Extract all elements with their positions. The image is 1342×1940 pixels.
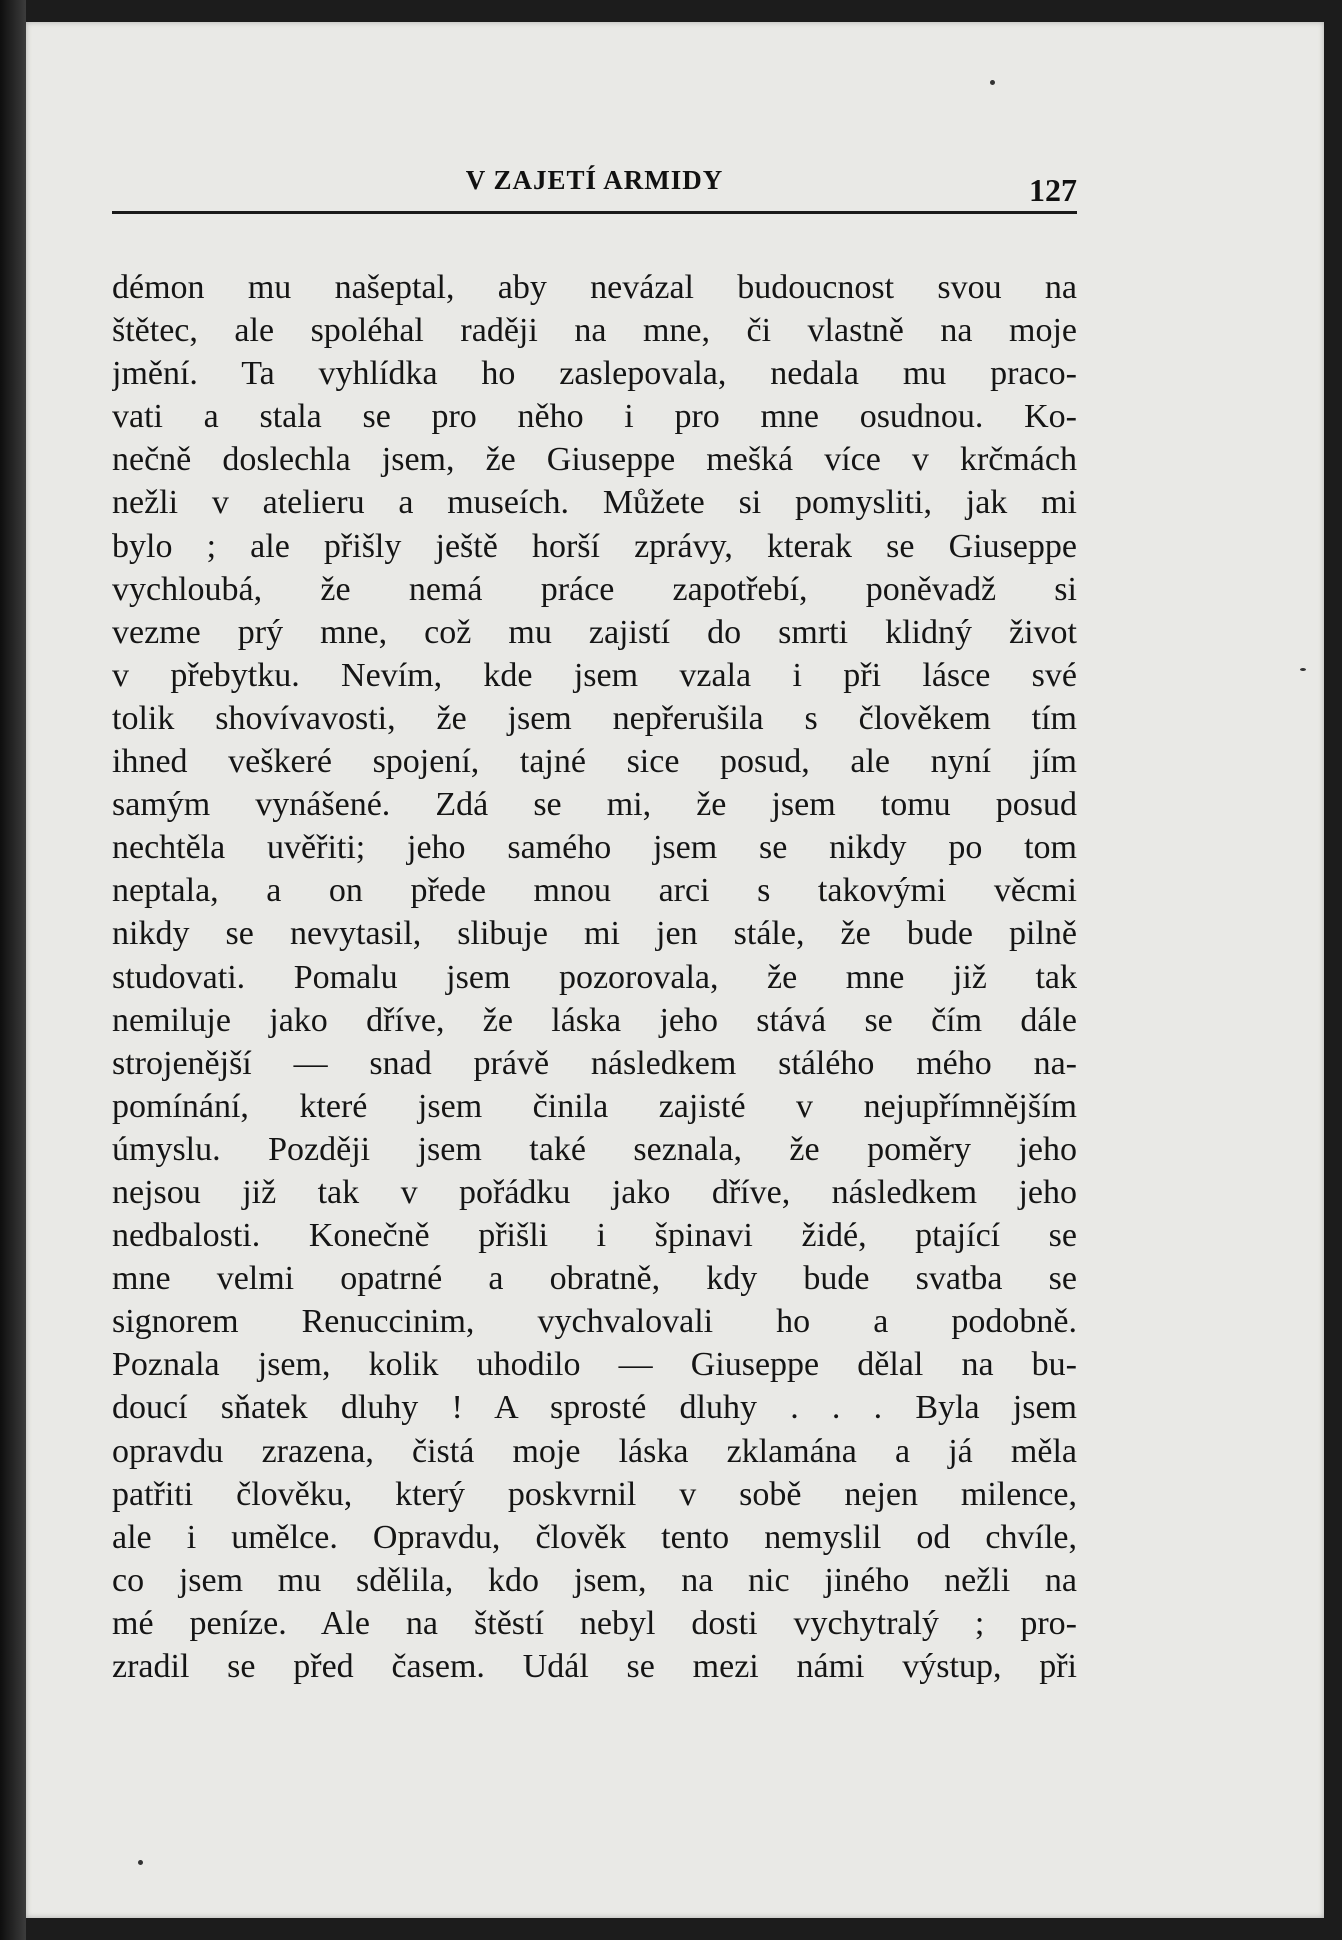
text-line: nežli v atelieru a museích. Můžete si pomysliti, jak mi <box>112 484 1077 522</box>
text-line: démon mu našeptal, aby nevázal budoucnost svou na <box>112 269 1077 306</box>
text-line: nemiluje jako dříve, že láska jeho stává se čím dále <box>112 1001 1077 1039</box>
print-speck <box>1300 668 1306 671</box>
text-line: patřiti člověku, který poskvrnil v sobě nejen milence, <box>112 1475 1077 1513</box>
text-line: jmění. Ta vyhlídka ho zaslepovala, nedala mu praco- <box>112 355 1077 393</box>
text-line: doucí sňatek dluhy ! A sprosté dluhy . . . Byla jsem <box>112 1389 1077 1427</box>
text-line: mé peníze. Ale na štěstí nebyl dosti vychytralý ; pro- <box>112 1604 1077 1642</box>
page-number: 127 <box>1029 172 1077 208</box>
text-line: nedbalosti. Konečně přišli i špinavi židé, ptající se <box>112 1217 1077 1255</box>
chapter-title: V ZAJETÍ ARMIDY <box>465 165 724 195</box>
text-line: mne velmi opatrné a obratně, kdy bude svatba se <box>112 1260 1077 1298</box>
body-text <box>112 266 1077 1688</box>
text-line: nikdy se nevytasil, slibuje mi jen stále, že bude pilně <box>112 915 1077 953</box>
text-line: neptala, a on přede mnou arci s takovými věcmi <box>112 872 1077 910</box>
text-line: samým vynášené. Zdá se mi, že jsem tomu posud <box>112 786 1077 824</box>
text-line: signorem Renuccinim, vychvalovali ho a podobně. <box>112 1303 1077 1341</box>
text-line: opravdu zrazena, čistá moje láska zklamána a já měla <box>112 1432 1077 1470</box>
text-line: pomínání, které jsem činila zajisté v nejupřímnějším <box>112 1087 1077 1125</box>
text-line: nečně doslechla jsem, že Giuseppe mešká více v krčmách <box>112 441 1077 479</box>
text-line: nechtěla uvěřiti; jeho samého jsem se nikdy po tom <box>112 829 1077 867</box>
text-line: Poznala jsem, kolik uhodilo — Giuseppe dělal na bu- <box>112 1346 1077 1384</box>
text-line: úmyslu. Později jsem také seznala, že poměry jeho <box>112 1130 1077 1168</box>
text-line: vychloubá, že nemá práce zapotřebí, poněvadž si <box>112 570 1077 608</box>
print-speck <box>990 80 995 85</box>
text-line: vezme prý mne, což mu zajistí do smrti klidný život <box>112 613 1077 651</box>
text-line: co jsem mu sdělila, kdo jsem, na nic jiného nežli na <box>112 1561 1077 1599</box>
text-line: strojenější — snad právě následkem stálého mého na- <box>112 1044 1077 1082</box>
text-line: nejsou již tak v pořádku jako dříve, následkem jeho <box>112 1173 1077 1211</box>
text-line: vati a stala se pro něho i pro mne osudnou. Ko- <box>112 398 1077 436</box>
text-line: štětec, ale spoléhal raději na mne, či vlastně na moje <box>112 312 1077 350</box>
text-line: tolik shovívavosti, že jsem nepřerušila s člověkem tím <box>112 699 1077 737</box>
text-line: ale i umělce. Opravdu, člověk tento nemyslil od chvíle, <box>112 1518 1077 1556</box>
text-line: v přebytku. Nevím, kde jsem vzala i při lásce své <box>112 656 1077 694</box>
text-line: ihned veškeré spojení, tajné sice posud, ale nyní jím <box>112 743 1077 781</box>
print-speck <box>138 1860 143 1865</box>
text-line: zradil se před časem. Udál se mezi námi výstup, při <box>112 1648 1077 1685</box>
text-line: studovati. Pomalu jsem pozorovala, že mne již tak <box>112 958 1077 996</box>
book-spine-edge <box>0 0 26 1940</box>
running-header <box>112 140 1077 208</box>
header-rule <box>112 211 1077 214</box>
text-line: bylo ; ale přišly ještě horší zprávy, kterak se Giuseppe <box>112 527 1077 565</box>
